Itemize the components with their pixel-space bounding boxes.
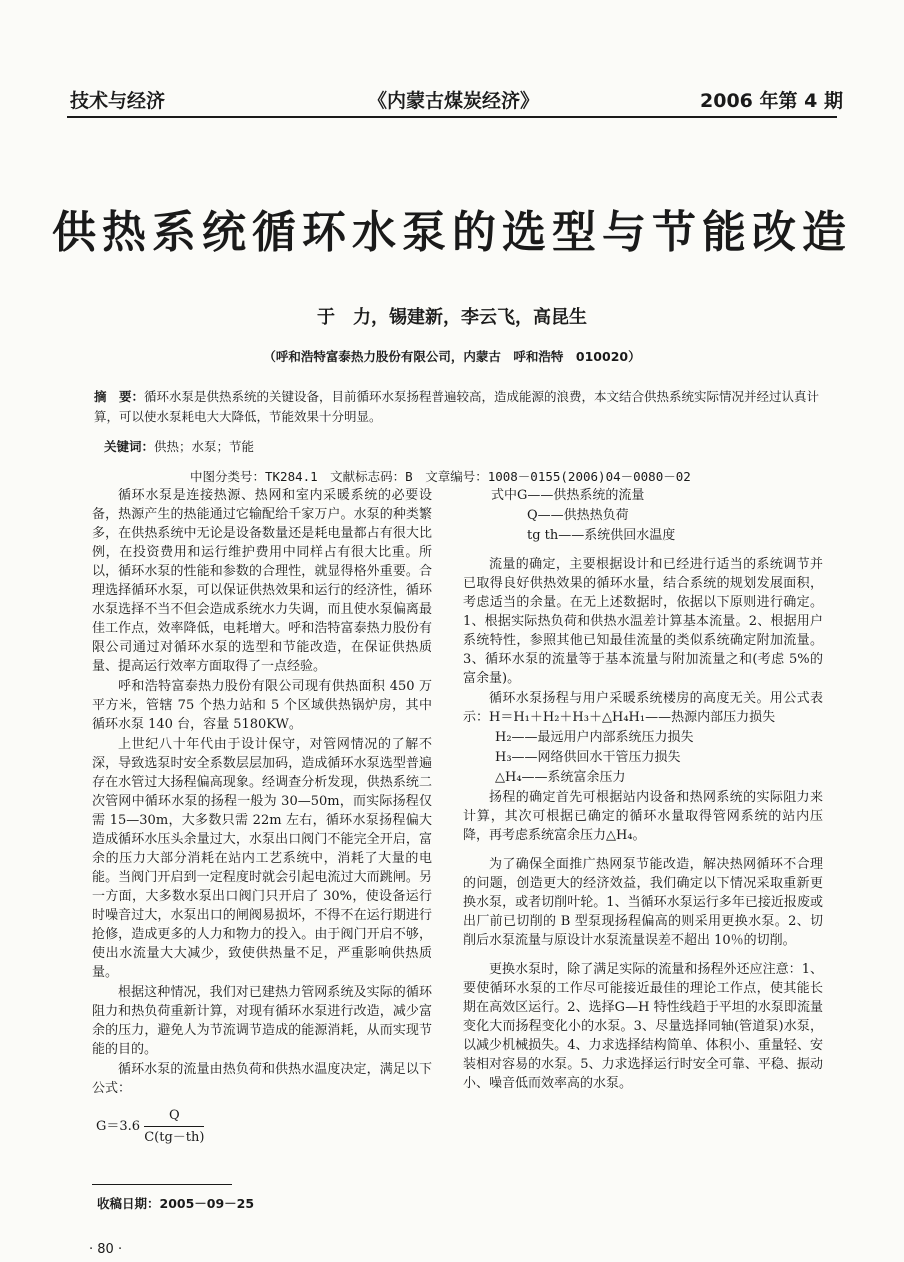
abstract-label: 摘 要： bbox=[94, 389, 145, 404]
abstract-text: 循环水泵是供热系统的关键设备，目前循环水泵扬程普遍较高，造成能源的浪费，本文结合供热系统实际情况并经过认真计算，可以使水泵耗电大大降低，节能效果十分明显。 bbox=[94, 389, 820, 424]
received-date: 收稿日期：2005－09－25 bbox=[97, 1196, 255, 1211]
definition-intro: 式中G——供热系统的流量 bbox=[491, 488, 645, 503]
right-column bbox=[463, 486, 823, 1094]
page-number: · 80 · bbox=[89, 1242, 123, 1257]
left-column bbox=[92, 486, 432, 1147]
definition-item: H₃——网络供回水干管压力损失 bbox=[495, 750, 681, 765]
journal-section: 技术与经济 bbox=[70, 90, 166, 112]
formula-lhs: G＝3.6 bbox=[96, 1119, 141, 1134]
affiliation: （呼和浩特富泰热力股份有限公司，内蒙古 呼和浩特 010020） bbox=[263, 349, 641, 364]
paragraph: 循环水泵的流量由热负荷和供热水温度决定，满足以下公式： bbox=[92, 1062, 432, 1096]
paragraph: 流量的确定，主要根据设计和已经进行适当的系统调节并已取得良好供热效果的循环水量，结合系统的规划发展面积，考虑适当的余量。在无上述数据时，依据以下原则进行确定。1、根据实际热负荷和供热水温差计算基本流量。2、根据用户系统特性，参照其他已知最佳流量的类似系统确定附加流量。3、循环水泵的流量等于基本流量与附加流量之和(考虑 5%的富余量)。 bbox=[463, 557, 823, 686]
keywords-text: 供热；水泵；节能 bbox=[154, 439, 255, 454]
paragraph: 呼和浩特富泰热力股份有限公司现有供热面积 450 万平方米，管辖 75 个热力站和 5 个区域供热锅炉房，其中循环水泵 140 台，容量 5180KW。 bbox=[92, 679, 432, 732]
formula-fraction bbox=[144, 1106, 204, 1147]
definition-item: tg th——系统供回水温度 bbox=[527, 528, 676, 543]
keywords-label: 关键词： bbox=[104, 439, 155, 454]
definition-item: H₂——最远用户内部系统压力损失 bbox=[495, 730, 694, 745]
paragraph: 根据这种情况，我们对已建热力管网系统及实际的循环阻力和热负荷重新计算，对现有循环水泵进行改造，减少富余的压力，避免人为节流调节造成的能源消耗，从而实现节能的目的。 bbox=[92, 985, 432, 1057]
article-title: 供热系统循环水泵的选型与节能改造 bbox=[52, 207, 852, 258]
definition-item: △H₄——系统富余压力 bbox=[495, 770, 626, 785]
keywords bbox=[104, 437, 254, 455]
journal-name: 《内蒙古煤炭经济》 bbox=[368, 90, 540, 112]
formula-denominator: C(tg－th) bbox=[144, 1130, 205, 1145]
abstract bbox=[94, 387, 829, 427]
classification-line: 中图分类号：TK284.1 文献标志码：B 文章编号：1008－0155(2006)04－0080－02 bbox=[190, 469, 691, 484]
author-list: 于 力，锡建新，李云飞，高昆生 bbox=[317, 307, 587, 328]
paragraph: 循环水泵扬程与用户采暖系统楼房的高度无关。用公式表示：H＝H₁＋H₂＋H₃＋△H₄H₁——热源内部压力损失 bbox=[463, 691, 823, 725]
definition-item: Q——供热热负荷 bbox=[527, 508, 629, 523]
journal-issue: 2006 年第 4 期 bbox=[700, 90, 843, 112]
footnote-rule bbox=[92, 1184, 232, 1185]
formula-numerator: Q bbox=[144, 1106, 204, 1127]
paragraph: 更换水泵时，除了满足实际的流量和扬程外还应注意：1、要使循环水泵的工作尽可能接近最佳的理论工作点，使其能长期在高效区运行。2、选择G—H 特性线趋于平坦的水泵即流量变化大而扬程变化小的水泵。3、尽量选择同轴(管道泵)水泵，以减少机械损失。4、力求选择结构简单、体积小、重量轻、安装相对容易的水泵。5、力求选择运行时安全可靠、平稳、振动小、噪音低而效率高的水泵。 bbox=[463, 962, 823, 1091]
paragraph: 为了确保全面推广热网泵节能改造，解决热网循环不合理的问题，创造更大的经济效益，我们确定以下情况采取重新更换水泵，或者切削叶轮。1、当循环水泵运行多年已接近报废或出厂前已切削的 B 型泵现扬程偏高的则采用更换水泵。2、切削后水泵流量与原设计水泵流量误差不超出 10％的切削。 bbox=[463, 857, 823, 948]
paragraph: 扬程的确定首先可根据站内设备和热网系统的实际阻力来计算，其次可根据已确定的循环水量取得管网系统的站内压降，再考虑系统富余压力△H₄。 bbox=[463, 790, 823, 843]
paragraph: 上世纪八十年代由于设计保守，对管网情况的了解不深，导致选泵时安全系数层层加码，造成循环水泵选型普遍存在水管过大扬程偏高现象。经调查分析发现，供热系统二次管网中循环水泵的扬程一般为 30—50m，而实际扬程仅需 15—30m，大多数只需 22m 左右，循环水泵扬程偏大造成循环水压头余量过大，水泵出口阀门不能完全开启，富余的压力大部分消耗在站内工艺系统中，消耗了大量的电能。当阀门开启到一定程度时就会引起电流过大而跳闸。另一方面，大多数水泵出口阀门只开启了 30%，使设备运行时噪音过大，水泵出口的闸阀易损坏，不得不在运行期进行抢修，造成更多的人力和物力的投入。由于阀门开启不够，使出水流量大大减少，致使供热量不足，严重影响供热质量。 bbox=[92, 737, 432, 980]
flow-formula bbox=[92, 1106, 432, 1147]
paragraph: 循环水泵是连接热源、热网和室内采暖系统的必要设备，热源产生的热能通过它输配给千家万户。水泵的种类繁多，在供热系统中无论是设备数量还是耗电量都占有很大比例，在投资费用和运行维护费用中同样占有很大比重。所以，循环水泵的性能和参数的合理性，就显得格外重要。合理选择循环水泵，可以保证供热效果和运行的经济性，循环水泵选择不当不但会造成系统水力失调，而且使水泵偏离最佳工作点，效率降低，电耗增大。呼和浩特富泰热力股份有限公司通过对循环水泵的选型和节能改造，在保证供热质量、提高运行效率方面取得了一点经验。 bbox=[92, 488, 432, 674]
header-rule bbox=[67, 116, 837, 118]
